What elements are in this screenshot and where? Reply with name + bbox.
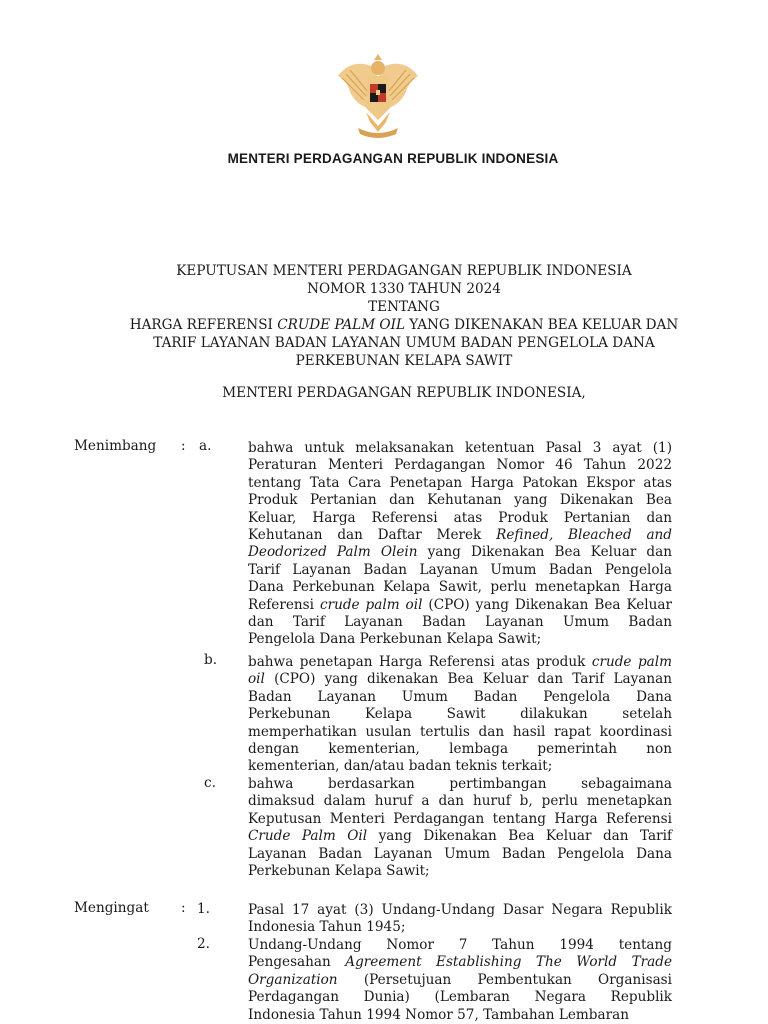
menimbang-item-b [248, 654, 672, 776]
minister-subtitle: MENTERI PERDAGANGAN REPUBLIK INDONESIA, [222, 385, 586, 401]
mengingat-marker-1: 1. [197, 901, 210, 917]
menimbang-item-a [248, 440, 672, 649]
text-line: Perdagangan Dunia) (Lembaran Negara Republik [248, 989, 672, 1006]
title-line-3: TENTANG [368, 299, 440, 315]
text-line: dan Tarif Layanan Badan Layanan Umum Badan [248, 614, 672, 631]
menimbang-label: Menimbang [74, 438, 157, 454]
mengingat-marker-2: 2. [197, 936, 210, 952]
text-line: bahwa berdasarkan pertimbangan sebagaimana [248, 776, 672, 792]
ministry-heading: MENTERI PERDAGANGAN REPUBLIK INDONESIA [227, 151, 559, 166]
mengingat-item-2 [248, 937, 672, 1024]
text-line: bahwa untuk melaksanakan ketentuan Pasal 3 ayat (1) [248, 440, 672, 456]
title-line-4-part-a: HARGA REFERENSI [129, 317, 278, 333]
text-line: Perkebunan Kelapa Sawit dilakukan setelah [248, 706, 672, 723]
text-line: Undang-Undang Nomor 7 Tahun 1994 tentang [248, 937, 672, 953]
title-line-2: NOMOR 1330 TAHUN 2024 [307, 281, 501, 297]
menimbang-marker-a: a. [199, 438, 212, 454]
text-line: Indonesia Tahun 1945; [248, 919, 406, 936]
text-line: dimaksud dalam huruf a dan huruf b, perlu menetapkan [248, 793, 672, 810]
menimbang-marker-c: c. [204, 775, 216, 791]
text-line: oil (CPO) yang dikenakan Bea Keluar dan Tarif Layanan [248, 671, 672, 688]
text-line: Pengelola Dana Perkebunan Kelapa Sawit; [248, 631, 542, 648]
text-line: Deodorized Palm Olein yang Dikenakan Bea Keluar dan [248, 544, 672, 561]
decree-title [60, 262, 748, 370]
text-line: dengan kementerian, lembaga pemerintah non [248, 741, 672, 758]
text-line: memperhatikan usulan tertulis dan hasil rapat koordinasi [248, 723, 672, 740]
text-line: Badan Layanan Umum Badan Pengelola Dana [248, 688, 672, 705]
text-line: Dana Perkebunan Kelapa Sawit, perlu menetapkan Harga [248, 579, 672, 596]
mengingat-item-1 [248, 902, 672, 937]
text-line: Crude Palm Oil yang Dikenakan Bea Keluar dan Tarif [248, 828, 673, 845]
menimbang-marker-b: b. [204, 652, 218, 668]
text-line: bahwa penetapan Harga Referensi atas produk crude palm [248, 654, 673, 670]
menimbang-item-c [248, 776, 672, 880]
menimbang-colon: : [181, 438, 186, 454]
text-line: Keputusan Menteri Perdagangan tentang Harga Referensi [248, 810, 672, 827]
title-line-4-italic: CRUDE PALM OIL [277, 317, 405, 333]
text-line: Indonesia Tahun 1994 Nomor 57, Tambahan Lembaran [248, 1006, 629, 1023]
text-line: Pengesahan Agreement Establishing The World Trade [248, 954, 672, 971]
text-line: Keluar, Harga Referensi atas Produk Pertanian dan [248, 509, 672, 526]
garuda-emblem-icon [334, 50, 422, 140]
title-line-4-part-c: YANG DIKENAKAN BEA KELUAR DAN [404, 317, 679, 333]
title-line-1: KEPUTUSAN MENTERI PERDAGANGAN REPUBLIK INDONESIA [176, 263, 632, 279]
mengingat-colon: : [181, 900, 186, 916]
text-line: Layanan Badan Layanan Umum Badan Pengelola Dana [248, 845, 672, 862]
text-line: Pasal 17 ayat (3) Undang-Undang Dasar Negara Republik [248, 902, 672, 918]
text-line: Kehutanan dan Daftar Merek Refined, Bleached and [248, 527, 673, 544]
text-line: kementerian, dan/atau badan teknis terkait; [248, 758, 553, 775]
title-line-6: PERKEBUNAN KELAPA SAWIT [295, 353, 513, 369]
title-line-4 [60, 316, 748, 334]
text-line: Peraturan Menteri Perdagangan Nomor 46 Tahun 2022 [248, 457, 672, 474]
text-line: Referensi crude palm oil (CPO) yang Dikenakan Bea Keluar [248, 596, 672, 613]
text-line: Produk Pertanian dan Kehutanan yang Dikenakan Bea [248, 492, 672, 509]
title-line-5: TARIF LAYANAN BADAN LAYANAN UMUM BADAN PENGELOLA DANA [153, 335, 655, 351]
text-line: Organization (Persetujuan Pembentukan Organisasi [248, 971, 672, 988]
text-line: Perkebunan Kelapa Sawit; [248, 863, 430, 880]
mengingat-label: Mengingat [74, 900, 149, 916]
text-line: Tarif Layanan Badan Layanan Umum Badan Pengelola [248, 561, 672, 578]
text-line: tentang Tata Cara Penetapan Harga Patokan Ekspor atas [248, 474, 672, 491]
